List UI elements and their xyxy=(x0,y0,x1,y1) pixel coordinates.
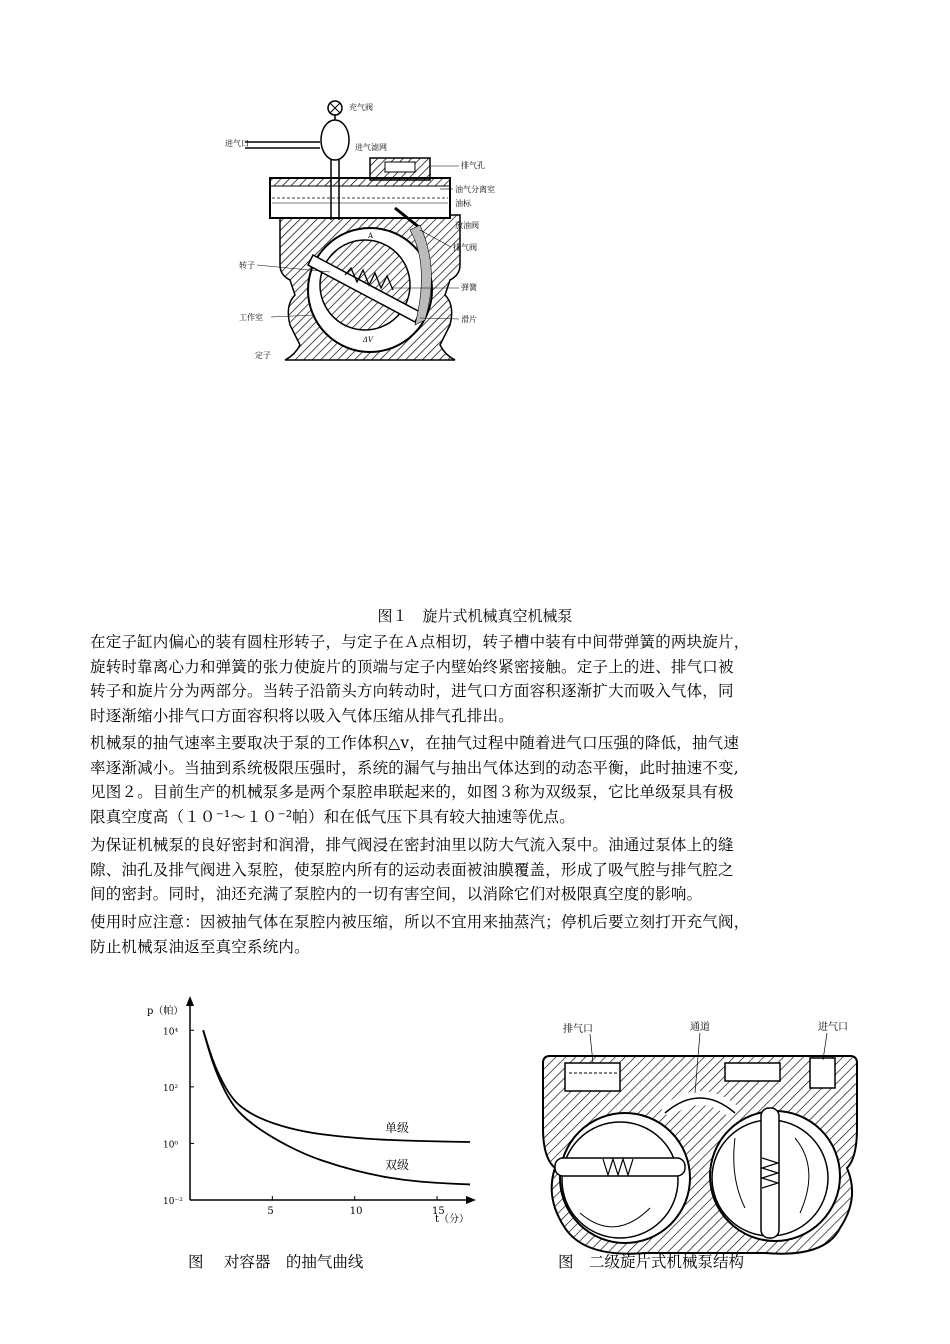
figure-1-pump-diagram xyxy=(225,90,525,380)
line: 旋转时靠离心力和弹簧的张力使旋片的顶端与定子内壁始终紧密接触。定子上的进、排气口被 xyxy=(90,657,734,676)
figure-2-pumping-chart xyxy=(135,992,480,1232)
label-point-a: A xyxy=(368,232,374,240)
line: 率逐渐减小。当抽到系统极限压强时，系统的漏气与抽出气体达到的动态平衡，此时抽速不变, xyxy=(90,758,739,777)
line: 转子和旋片分为两部分。当转子沿箭头方向转动时，进气口方面容积逐渐扩大而吸入气体，同 xyxy=(90,682,734,700)
label-working-chamber: 工作室 xyxy=(239,313,263,322)
channel-box xyxy=(725,1063,780,1081)
paragraph-1 xyxy=(90,630,890,728)
label-oil-separator: 油气分离室 xyxy=(455,185,495,194)
series-label: 双级 xyxy=(385,1157,410,1172)
intake-filter-bulb xyxy=(321,120,349,160)
y-tick-label: 10⁻² xyxy=(163,1197,183,1207)
series-line-single-stage xyxy=(203,1030,470,1142)
label-intake: 进气口 xyxy=(818,1022,848,1033)
paragraph-2 xyxy=(90,731,890,829)
label-exhaust-valve: 排气阀 xyxy=(453,243,477,252)
label-delta-v: ΔV xyxy=(363,336,374,344)
figure-1-caption: 图１ 旋片式机械真空机械泵 xyxy=(377,607,573,625)
line: 隙、油孔及排气阀进入泵腔，使泵腔内所有的运动表面被油膜覆盖，形成了吸气腔与排气腔之 xyxy=(90,860,734,879)
figure-3-two-stage-pump xyxy=(535,1018,865,1263)
line: 使用时应注意：因被抽气体在泵腔内被压缩，所以不宜用来抽蒸汽；停机后要立刻打开充气阀， xyxy=(90,913,750,931)
figure-3-caption: 图 二级旋片式机械泵结构 xyxy=(558,1253,745,1271)
label-stator: 定子 xyxy=(255,351,271,360)
line: 见图２。目前生产的机械泵多是两个泵腔串联起来的，如图３称为双级泵，它比单级泵具有极 xyxy=(90,783,734,801)
label-exhaust: 排气口 xyxy=(563,1024,593,1035)
line: 在定子缸内偏心的装有圆柱形转子，与定子在Ａ点相切，转子槽中装有中间带弹簧的两块旋片， xyxy=(90,633,750,651)
x-tick-label: 5 xyxy=(267,1206,274,1217)
line: 时逐渐缩小排气口方面容积将以吸入气体压缩从排气孔排出。 xyxy=(90,706,514,725)
y-tick-label: 10² xyxy=(163,1083,179,1094)
x-tick-label: 10 xyxy=(349,1206,363,1217)
label-intake-filter: 进气滤网 xyxy=(355,143,387,152)
label-channel: 通道 xyxy=(690,1022,710,1033)
label-intake-port: 进气口 xyxy=(225,139,249,148)
label-oil-mark: 油标 xyxy=(455,199,471,208)
y-tick-label: 10⁴ xyxy=(163,1027,179,1038)
line: 防止机械泵油返至真空系统内。 xyxy=(90,937,310,956)
y-tick-label: 10⁰ xyxy=(163,1140,179,1151)
rotor-left xyxy=(562,1122,678,1238)
label-exhaust-hole: 排气孔 xyxy=(461,161,485,170)
label-rotor: 转子 xyxy=(239,261,255,270)
line: 机械泵的抽气速率主要取决于泵的工作体积△v，在抽气过程中随着进气口压强的降低，抽气速 xyxy=(90,734,740,752)
line: 为保证机械泵的良好密封和润滑，排气阀浸在密封油里以防大气流入泵中。油通过泵体上的缝 xyxy=(90,836,734,854)
label-spring: 弹簧 xyxy=(461,283,477,292)
label-vane: 滑片 xyxy=(461,315,477,324)
chart-ylabel: p（帕） xyxy=(147,1006,184,1017)
label-drain-valve: 放油阀 xyxy=(455,221,479,230)
paragraph-3 xyxy=(90,833,890,907)
x-tick-label: 15 xyxy=(432,1206,445,1217)
series-label: 单级 xyxy=(385,1121,410,1136)
label-inflation-valve: 充气阀 xyxy=(349,103,373,112)
figure-2-caption: 图 对容器 的抽气曲线 xyxy=(188,1253,364,1271)
line: 间的密封。同时，油还充满了泵腔内的一切有害空间，以消除它们对极限真空度的影响。 xyxy=(90,885,703,903)
exhaust-port-box xyxy=(565,1063,620,1091)
line: 限真空度高（１０⁻¹～１０⁻²帕）和在低气压下具有较大抽速等优点。 xyxy=(90,807,575,826)
paragraph-4 xyxy=(90,910,890,959)
chart-xlabel: t（分） xyxy=(435,1214,470,1225)
intake-port-box xyxy=(810,1058,835,1088)
